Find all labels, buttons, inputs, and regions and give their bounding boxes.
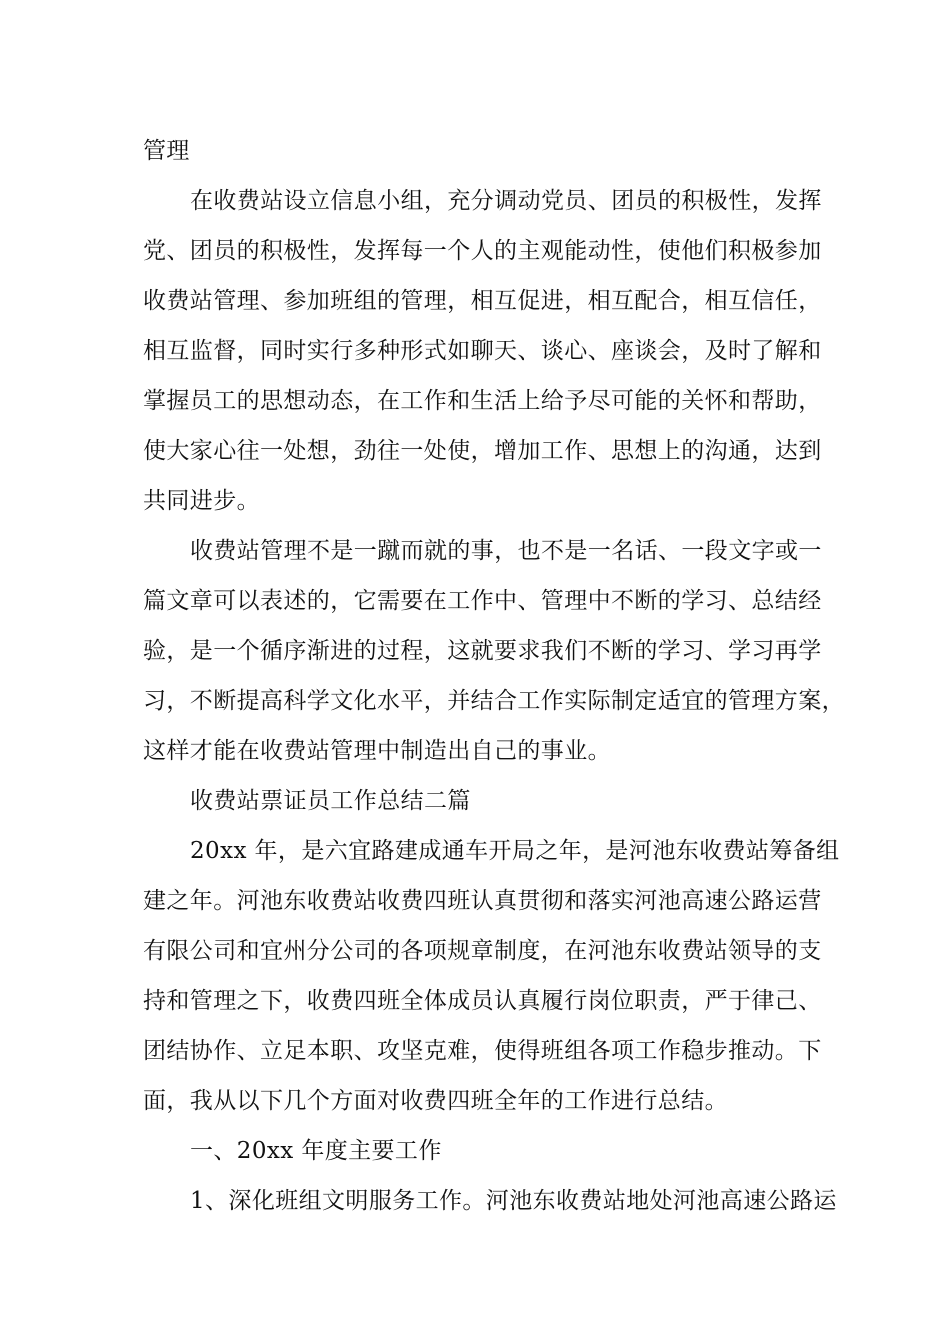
paragraph-line: 使大家心往一处想，劲往一处使，增加工作、思想上的沟通，达到 <box>143 438 822 464</box>
paragraph-line: 收费站管理、参加班组的管理，相互促进，相互配合，相互信任， <box>143 288 822 314</box>
paragraph-line: 持和管理之下，收费四班全体成员认真履行岗位职责，严于律己、 <box>143 988 822 1014</box>
paragraph-line: 团结协作、立足本职、攻坚克难，使得班组各项工作稳步推动。下 <box>143 1038 822 1064</box>
paragraph-line: 相互监督，同时实行多种形式如聊天、谈心、座谈会，及时了解和 <box>143 338 822 364</box>
paragraph-line: 这样才能在收费站管理中制造出自己的事业。 <box>143 738 611 764</box>
section-title: 收费站票证员工作总结二篇 <box>190 788 471 814</box>
paragraph-line: 习，不断提高科学文化水平，并结合工作实际制定适宜的管理方案， <box>143 688 845 714</box>
paragraph-line: 篇文章可以表述的，它需要在工作中、管理中不断的学习、总结经 <box>143 588 822 614</box>
paragraph-line: 共同进步。 <box>143 488 260 514</box>
paragraph-line: 20xx 年，是六宜路建成通车开局之年，是河池东收费站筹备组 <box>190 838 840 864</box>
paragraph-line: 掌握员工的思想动态，在工作和生活上给予尽可能的关怀和帮助， <box>143 388 822 414</box>
paragraph-line: 党、团员的积极性，发挥每一个人的主观能动性，使他们积极参加 <box>143 238 822 264</box>
paragraph-line: 在收费站设立信息小组，充分调动党员、团员的积极性，发挥 <box>190 188 822 214</box>
subsection-heading: 一、20xx 年度主要工作 <box>190 1138 442 1164</box>
paragraph-line: 1、深化班组文明服务工作。河池东收费站地处河池高速公路运 <box>190 1188 837 1214</box>
paragraph-line: 验，是一个循序渐进的过程，这就要求我们不断的学习、学习再学 <box>143 638 822 664</box>
paragraph-line: 建之年。河池东收费站收费四班认真贯彻和落实河池高速公路运营 <box>143 888 822 914</box>
paragraph-line: 有限公司和宜州分公司的各项规章制度，在河池东收费站领导的支 <box>143 938 822 964</box>
paragraph-line: 面，我从以下几个方面对收费四班全年的工作进行总结。 <box>143 1088 728 1114</box>
text-line: 管理 <box>143 138 190 164</box>
paragraph-line: 收费站管理不是一蹴而就的事，也不是一名话、一段文字或一 <box>190 538 822 564</box>
